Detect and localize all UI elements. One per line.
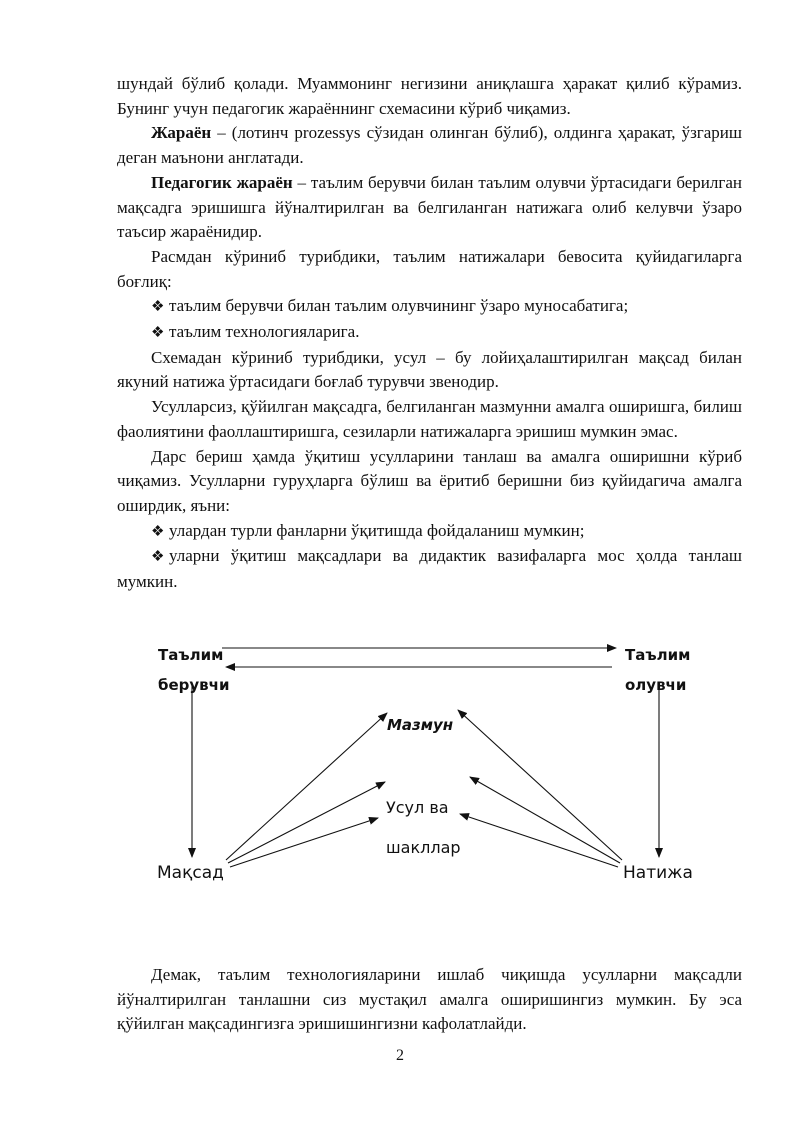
paragraph-definition-pedagogical-process [117,171,742,245]
node-methods: Усул ва шакллар [386,798,461,857]
node-content: Мазмун [387,716,454,734]
definition-text: – (лотинч prozessys сўзидан олинган бўлиб), олдинга ҳаракат, ўзгариш деган маънони англатади. [117,123,742,168]
closing-text [117,963,742,1037]
bullet-diamond-icon: ❖ [151,325,165,342]
bullet-text: улардан турли фанларни ўқитишда фойдаланиш мумкин; [169,520,585,540]
arrow-goal-to-content [226,713,387,860]
bullet-item [117,544,742,594]
bullet-item [117,294,742,320]
paragraph: Расмдан кўриниб турибдики, таълим натижалари бевосита қуйидагиларга боғлиқ: [117,246,742,291]
page-number: 2 [396,1047,404,1064]
node-goal: Мақсад [157,863,224,883]
bullet-text: уларни ўқитиш мақсадлари ва дидактик вазифаларга мос ҳолда танлаш мумкин. [117,546,742,592]
term-pedagogical-process: Педагогик жараён [151,172,293,192]
bullet-item [117,320,742,346]
node-learner: Таълим олувчи [625,646,691,694]
node-result: Натижа [623,863,693,883]
arrow-goal-to-methods-upper [228,782,385,863]
bullet-diamond-icon: ❖ [151,299,165,316]
bullet-diamond-icon: ❖ [151,523,165,540]
paragraph: Демак, таълим технологияларини ишлаб чиқишда усулларни мақсадли йўналтирилган танлашни сиз мустақил амалга оширишингиз мумкин. Бу эса қўйилган мақсадингизга эришишингизни кафолатлайди. [117,965,742,1034]
arrow-result-to-content [458,710,622,860]
term-process: Жараён [151,123,212,143]
arrow-result-to-methods-lower [460,814,618,867]
paragraph: шундай бўлиб қолади. Муаммонинг негизини аниқлашга ҳаракат қилиб кўрамиз. Бунинг учун педагогик жараённинг схемасини кўриб чиқамиз. [117,74,742,118]
paragraph: Схемадан кўриниб турибдики, усул – бу лойиҳалаштирилган мақсад билан якуний натижа ўртасидаги боғлаб турувчи звенодир. [117,347,742,392]
node-teacher: Таълим берувчи [158,646,230,694]
body-text [117,72,742,595]
bullet-text: таълим берувчи билан таълим олувчининг ўзаро муносабатига; [169,296,629,316]
definition-text: – таълим берувчи билан таълим олувчи ўртасидаги берилган мақсадга эришишга йўналтирилган ва белгиланган натижага олиб келувчи ўзаро таъсир жараёнидир. [117,172,743,242]
paragraph-definition-process [117,121,742,170]
paragraph: Усулларсиз, қўйилган мақсадга, белгиланган мазмунни амалга оширишга, билиш фаолиятини фаоллаштиришга, сезиларли натижаларга эришиш мумкин эмас. [117,397,742,441]
arrow-goal-to-methods-lower [230,818,378,867]
paragraph: Дарс бериш ҳамда ўқитиш усулларини танлаш ва амалга оширишни кўриб чиқамиз. Усулларни гуруҳларга бўлиш ва ёритиб беришни биз қуйидагича амалга оширдик, яъни: [117,446,742,515]
bullet-diamond-icon: ❖ [151,549,165,566]
pedagogical-process-diagram [0,630,800,890]
bullet-text: таълим технологияларига. [169,322,360,342]
bullet-item [117,519,742,545]
